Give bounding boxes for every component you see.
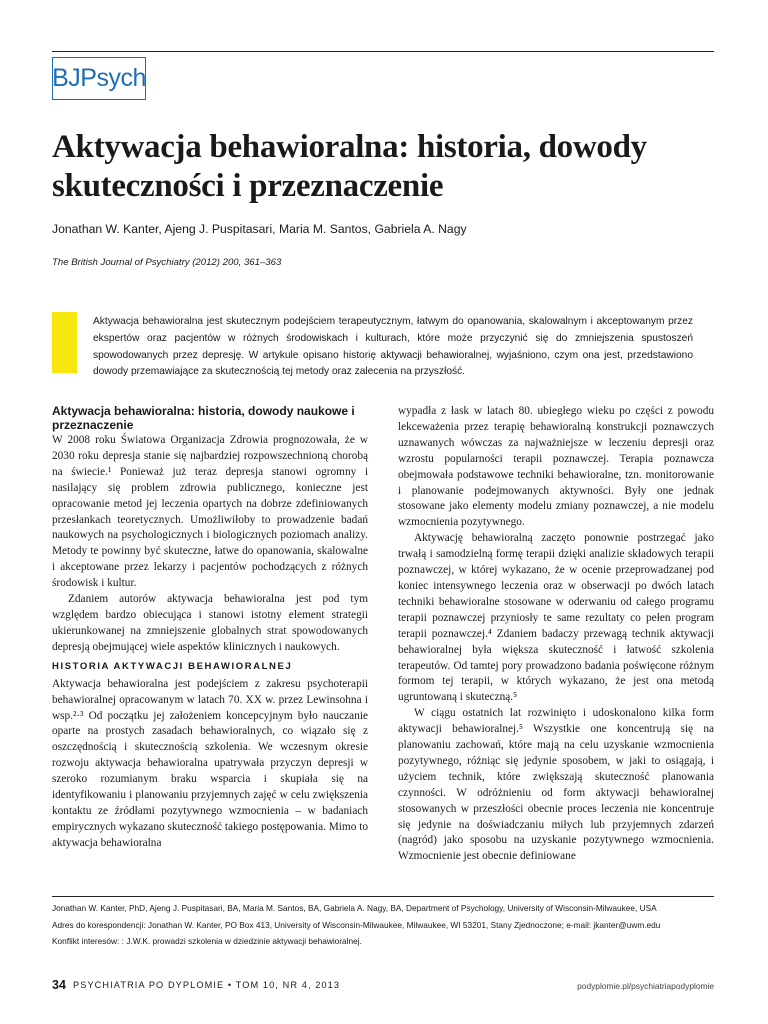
paragraph: Aktywację behawioralną zaczęto ponownie postrzegać jako trwałą i samodzielną formę terapii dzięki analizie składowych terapii poznawczej, w której wykazano, że w ocenie przeprowadzanej pod koniec intensywnego leczenia oraz w obserwacji po dwóch latach techniki behawioralne stosowane w oderwaniu od całego programu terapii poznawczej przyniosły te same rezultaty co pełen program terapii poznawczej.⁴ Zdaniem badaczy przewagą technik aktywacji behawioralnej była większa skuteczność i łatwość szkolenia terapeutów. Od tamtej pory prowadzono badania poświęcone różnym formom tej terapii, w których wykazano, że jest ona metodą ugruntowaną i skuteczną.⁵ <box>398 532 714 704</box>
correspondence-address: Adres do korespondencji: Jonathan W. Kanter, PO Box 413, University of Wisconsin-Milwaukee, Milwaukee, WI 53201, Stany Zjednoczone; e-mail: jkanter@uwm.edu <box>52 919 661 930</box>
article-authors: Jonathan W. Kanter, Ajeng J. Puspitasari, Maria M. Santos, Gabriela A. Nagy <box>52 222 467 236</box>
conflict-of-interest: Konflikt interesów: : J.W.K. prowadzi szkolenia w dziedzinie aktywacji behawioralnej. <box>52 936 362 947</box>
journal-citation: The British Journal of Psychiatry (2012) 200, 361–363 <box>52 257 282 268</box>
right-column <box>398 404 714 865</box>
page-number: 34 <box>52 978 66 992</box>
paragraph: W 2008 roku Światowa Organizacja Zdrowia prognozowała, że w 2030 roku depresja stanie się najbardziej rozpowszechnioną chorobą na świecie.¹ Ponieważ już teraz depresja stanowi ogromny i nasilający się problem zdrowia publicznego, konieczne jest opracowanie metod jej leczenia opartych na dobrze zdefiniowanych przesłankach teoretycznych. Umożliwiłoby to prowadzenie badań naukowych na psychologicznych i biologicznych poziomach analizy. Metody te powinny być skuteczne, łatwe do opanowania, skalowalne i akceptowane przez lekarzy i pacjentów pochodzących z różnych środowisk i kultur. <box>52 434 368 590</box>
journal-url[interactable]: podyplomie.pl/psychiatriapodyplomie <box>577 981 714 991</box>
paragraph: W ciągu ostatnich lat rozwinięto i udoskonalono kilka form aktywacji behawioralnej.⁵ Wszystkie one koncentrują się na planowaniu zachowań, które mają na celu uzyskanie wzmocnienia pozytywnego, różniąc się jedynie sposobem, w jaki to osiągają, i użyciem technik, które zwiększają skuteczność planowania czynności. W odróżnieniu od form aktywacji behawioralnej stosowanych w przeszłości obecnie proces leczenia nie koncentruje się jedynie na doświadczaniu miłych lub przyjemnych zdarzeń (nagród) jako sposobu na uzyskanie pozytywnego wzmocnienia. Wzmocnienie jest obecnie definiowane <box>398 707 714 863</box>
footnote-rule <box>52 896 714 897</box>
footnotes <box>52 900 714 950</box>
article-title: Aktywacja behawioralna: historia, dowody skuteczności i przeznaczenie <box>52 129 647 204</box>
abstract: Aktywacja behawioralna jest skutecznym podejściem terapeutycznym, łatwym do opanowania, skalowalnym i akceptowanym przez ekspertów oraz pacjentów w różnych środowiskach i kulturach, które może przyczynić się do zmniejszenia spustoszeń spowodowanych przez depresję. W artykule opisano historię aktywacji behawioralnej, wyjaśniono, czym ona jest, przedstawiono dowody przemawiające za skutecznością tej metody oraz zalecenia na przyszłość. <box>93 316 693 378</box>
paragraph: wypadła z łask w latach 80. ubiegłego wieku po części z powodu lekceważenia przez terapię behawioralną konstrukcji poznawczych uznawanych wówczas za najważniejsze w leczeniu depresji oraz wzrostu popularności terapii poznawczej. Terapia poznawcza obejmowała podstawowe techniki behawioralne, tzn. monitorowanie i planowanie podejmowanych aktywności. Były one jednak stosowane jako elementy modelu zmiany poznawczej, a nie modelu wzmocnienia pozytywnego. <box>398 405 714 529</box>
subsection-heading: HISTORIA AKTYWACJI BEHAWIORALNEJ <box>52 660 293 672</box>
abstract-accent-bar <box>52 312 77 373</box>
paragraph: Aktywacja behawioralna jest podejściem z zakresu psychoterapii behawioralnej opracowanym w latach 70. XX w. przez Lewinsohna i wsp.²·³ Od początku jej założeniem koncepcyjnym było nauczanie oparte na prostych zasadach behawioralnych, co wiązało się z oszczędnością i skutecznością szkolenia. We wczesnym okresie rozwoju aktywacja behawioralna upatrywała przyczyn depresji w szeroko rozumianym braku wsparcia i skupiała się na identyfikowaniu i planowaniu przyjemnych zajęć w celu zwiększenia kontaktu ze źródłami pozytywnego wzmocnienia – w badaniach empirycznych wykazano skuteczność takiego postępowania. Mimo to aktywacja behawioralna <box>52 677 368 849</box>
page-footer <box>52 978 714 992</box>
section-heading: Aktywacja behawioralna: historia, dowody naukowe i przeznaczenie <box>52 404 355 432</box>
top-rule <box>52 51 714 52</box>
author-affiliation: Jonathan W. Kanter, PhD, Ajeng J. Puspitasari, BA, Maria M. Santos, BA, Gabriela A. Nagy, BA, Department of Psychology, University of Wisconsin-Milwaukee, USA <box>52 903 657 913</box>
journal-issue: PSYCHIATRIA PO DYPLOMIE • TOM 10, NR 4, 2013 <box>73 980 341 990</box>
logo-text: BJPsych <box>52 64 146 92</box>
bjpsych-logo <box>52 57 146 100</box>
left-column <box>52 404 368 852</box>
paragraph: Zdaniem autorów aktywacja behawioralna jest pod tym względem bardzo obiecująca i stanowi istotny element strategii ukierunkowanej na zmniejszenie globalnych strat spowodowanych depresją obejmującej wiele aspektów klinicznych i naukowych. <box>52 593 368 653</box>
